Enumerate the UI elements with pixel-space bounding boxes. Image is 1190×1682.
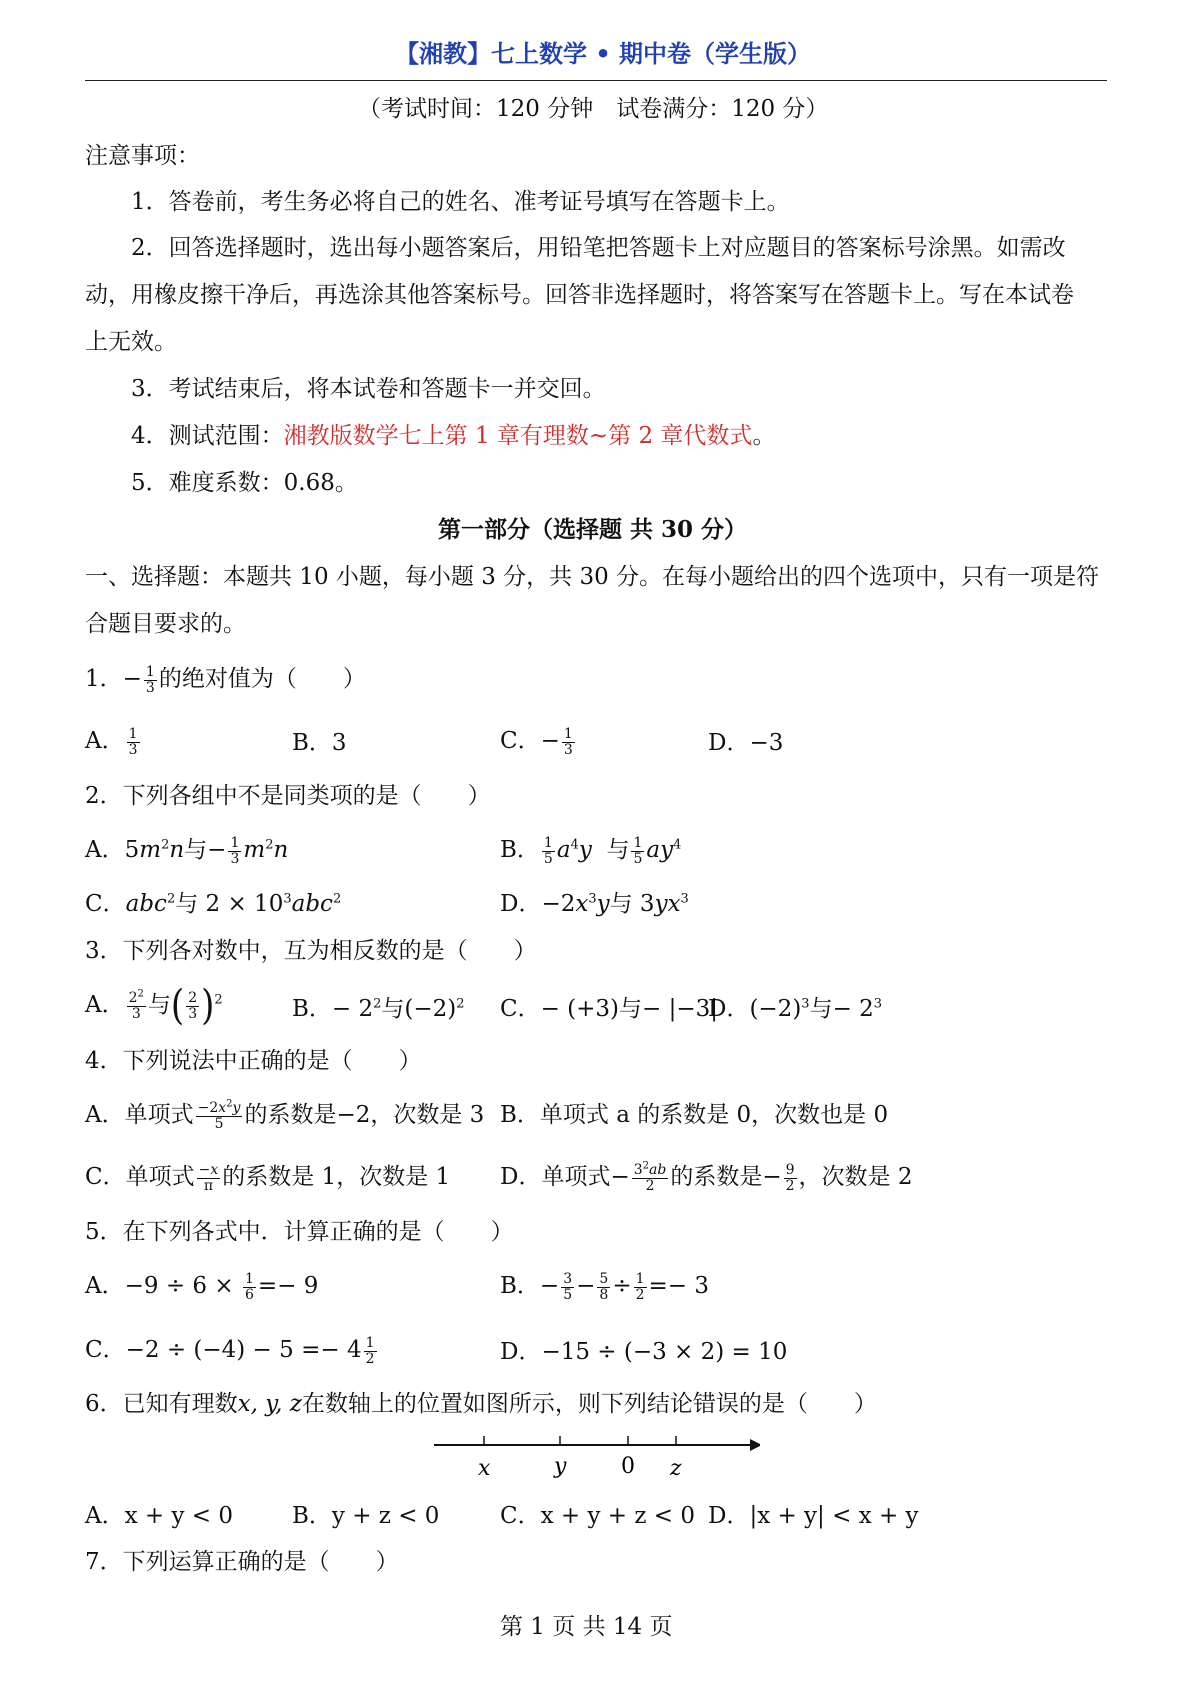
note-3: 3．考试结束后，将本试卷和答题卡一并交回。	[131, 376, 606, 402]
q5-option-d: D．−15 ÷ (−3 × 2) = 10	[500, 1339, 788, 1365]
q2-option-d: D．$-2x^3y$与 $3yx^3$	[500, 891, 689, 917]
q2-option-b: B． $\frac{1}{5}$ $a^4y$ 与 $\frac{1}{5}$ $ay^4$	[500, 834, 682, 867]
q7-stem: 7．下列运算正确的是（ ）	[85, 1549, 399, 1575]
note-4	[131, 421, 775, 451]
header-divider	[85, 80, 1107, 81]
q1-option-a: A． $\frac{1}{3}$	[85, 725, 138, 758]
q4-option-d: D．单项式− $\frac{3^2ab}{2}$ 的系数是− $\frac{9}{2}$ ，次数是 2	[500, 1159, 913, 1194]
axis-label-0: 0	[621, 1454, 635, 1479]
q2-option-c: C．abc$^2$与 $2 \times 10^3abc^2$	[85, 891, 342, 917]
q5-option-b: B．− $\frac{3}{5}$ − $\frac{5}{8}$ ÷ $\frac{1}{2}$ =− 3	[500, 1270, 710, 1303]
q5-option-c: C．−2 ÷ (−4) − 5 =− 4 $\frac{1}{2}$	[85, 1334, 375, 1367]
q6-stem: 6．已知有理数x, y, z在数轴上的位置如图所示，则下列结论错误的是（ ）	[85, 1391, 877, 1417]
q2-option-a: A．$5m^2n$与− $\frac{1}{3}$ $m^2n$	[85, 834, 289, 867]
notes-heading: 注意事项：	[85, 143, 200, 169]
q3-option-d: D．$(-2)^3$与− $2^3$	[708, 996, 883, 1022]
note-4-suffix: 。	[752, 423, 776, 449]
q2-stem: 2．下列各组中不是同类项的是（ ）	[85, 783, 491, 809]
q5-option-a: A．−9 ÷ 6 × $\frac{1}{6}$ =− 9	[85, 1270, 319, 1303]
note-2-line1: 2．回答选择题时，选出每小题答案后，用铅笔把答题卡上对应题目的答案标号涂黑。如需改	[131, 235, 1066, 261]
q4-option-b: B．单项式 a 的系数是 0，次数也是 0	[500, 1102, 889, 1128]
q1-stem-text: 的绝对值为（ ）	[158, 666, 366, 692]
q6-vars: x, y, z	[237, 1391, 302, 1417]
axis-label-y: y	[554, 1454, 567, 1479]
exam-info: （考试时间：120 分钟 试卷满分：120 分）	[358, 96, 829, 122]
section-intro-line2: 合题目要求的。	[85, 611, 246, 637]
q3-option-c: C．− (+3)与− |−3|	[500, 996, 719, 1022]
q6-option-b: B．y + z < 0	[292, 1503, 440, 1529]
arrow-right-icon	[750, 1439, 760, 1451]
q6-option-c: C．x + y + z < 0	[500, 1503, 695, 1529]
section-title: 第一部分（选择题 共 30 分）	[438, 516, 748, 543]
note-4-range: 湘教版数学七上第 1 章有理数~第 2 章代数式	[283, 423, 753, 449]
q6-option-a: A．x + y < 0	[85, 1503, 233, 1529]
q1-option-d: D．−3	[708, 730, 784, 756]
q1-stem: 1．− $\frac{1}{3}$ 的绝对值为（ ）	[85, 663, 366, 696]
q4-option-a: A．单项式 $\frac{-2x^2y}{5}$ 的系数是−2，次数是 3	[85, 1097, 485, 1132]
q1-option-b: B．3	[292, 730, 347, 756]
page-footer: 第 1 页 共 14 页	[500, 1614, 673, 1640]
q5-stem: 5．在下列各式中．计算正确的是（ ）	[85, 1219, 514, 1245]
note-2-line3: 上无效。	[85, 329, 177, 355]
q4-option-c: C．单项式 $\frac{-x}{\pi}$ 的系数是 1，次数是 1	[85, 1161, 451, 1194]
number-line	[430, 1428, 760, 1498]
q1-option-c: C．− $\frac{1}{3}$	[500, 725, 573, 758]
q3-stem: 3．下列各对数中，互为相反数的是（ ）	[85, 938, 537, 964]
header-title: 【湘教】七上数学 • 期中卷（学生版）	[395, 40, 812, 68]
q1-number: 1．	[85, 666, 123, 692]
q4-stem: 4．下列说法中正确的是（ ）	[85, 1048, 422, 1074]
q3-option-a: A． $\frac{2^2}{3}$ 与( $\frac{2}{3}$ )$^2$	[85, 982, 223, 1030]
note-2-line2: 动，用橡皮擦干净后，再选涂其他答案标号。回答非选择题时，将答案写在答题卡上。写在本试卷	[85, 282, 1074, 308]
q6-option-d: D．|x + y| < x + y	[708, 1503, 919, 1529]
note-4-prefix: 4．测试范围：	[131, 423, 284, 449]
axis-label-z: z	[670, 1456, 682, 1481]
q3-option-b: B．− $2^2$与$(-2)^2$	[292, 996, 465, 1022]
section-intro-line1: 一、选择题：本题共 10 小题，每小题 3 分，共 30 分。在每小题给出的四个选项中，只有一项是符	[85, 564, 1100, 590]
note-1: 1．答卷前，考生务必将自己的姓名、准考证号填写在答题卡上。	[131, 189, 790, 215]
note-5: 5．难度系数：0.68。	[131, 470, 358, 496]
axis-label-x: x	[478, 1456, 491, 1481]
